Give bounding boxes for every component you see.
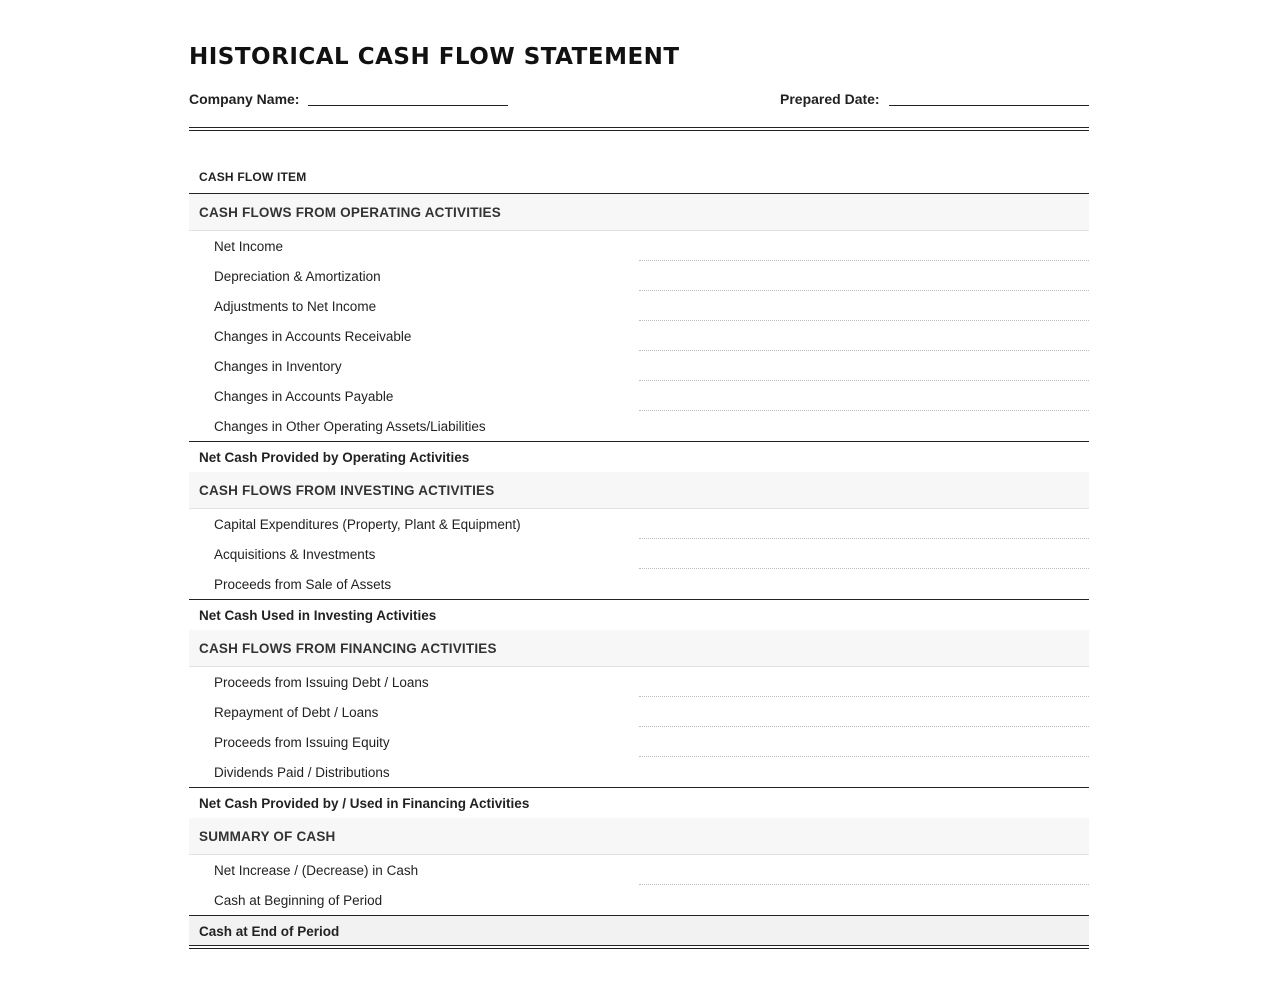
total-label: Net Cash Used in Investing Activities <box>199 607 437 623</box>
total-label: Net Cash Provided by / Used in Financing Activities <box>199 795 530 811</box>
table-row <box>189 261 1089 291</box>
section-title: CASH FLOWS FROM INVESTING ACTIVITIES <box>199 482 495 498</box>
total-amount-cell[interactable] <box>639 788 1089 818</box>
row-label: Net Income <box>214 238 284 254</box>
amount-cell[interactable] <box>639 321 1089 351</box>
column-header-item: CASH FLOW ITEM <box>189 160 639 194</box>
page-title: HISTORICAL CASH FLOW STATEMENT <box>189 44 680 70</box>
grand-total-amount-cell[interactable] <box>639 916 1089 946</box>
table-row <box>189 569 1089 599</box>
row-label: Adjustments to Net Income <box>214 298 377 314</box>
column-header-amount <box>639 160 1089 194</box>
total-row-operating <box>189 441 1089 472</box>
total-row-investing <box>189 599 1089 630</box>
cash-flow-table <box>189 160 1089 946</box>
row-label: Changes in Accounts Payable <box>214 388 394 404</box>
row-label: Cash at Beginning of Period <box>214 892 383 908</box>
company-name-input-line[interactable] <box>308 91 508 106</box>
table-row <box>189 539 1089 569</box>
prepared-date-label: Prepared Date: <box>780 91 880 107</box>
amount-cell[interactable] <box>639 667 1089 697</box>
row-label: Proceeds from Issuing Equity <box>214 734 390 750</box>
table-row <box>189 381 1089 411</box>
amount-cell[interactable] <box>639 727 1089 757</box>
amount-cell[interactable] <box>639 885 1089 915</box>
row-label: Net Increase / (Decrease) in Cash <box>214 862 419 878</box>
row-label: Changes in Other Operating Assets/Liabilities <box>214 418 486 434</box>
table-row <box>189 757 1089 787</box>
table-row <box>189 351 1089 381</box>
table-row <box>189 855 1089 885</box>
section-investing <box>189 472 1089 509</box>
section-operating <box>189 194 1089 231</box>
amount-cell[interactable] <box>639 261 1089 291</box>
table-row <box>189 697 1089 727</box>
header-divider <box>189 127 1089 131</box>
amount-cell[interactable] <box>639 757 1089 787</box>
row-label: Changes in Accounts Receivable <box>214 328 412 344</box>
amount-cell[interactable] <box>639 569 1089 599</box>
table-header-row <box>189 160 1089 194</box>
amount-cell[interactable] <box>639 351 1089 381</box>
table-row <box>189 885 1089 915</box>
company-name-field <box>189 91 508 107</box>
amount-cell[interactable] <box>639 231 1089 261</box>
footer-divider <box>189 945 1089 949</box>
section-title: CASH FLOWS FROM OPERATING ACTIVITIES <box>199 204 501 220</box>
row-label: Depreciation & Amortization <box>214 268 381 284</box>
table-row <box>189 291 1089 321</box>
grand-total-row <box>189 915 1089 946</box>
row-label: Capital Expenditures (Property, Plant & Equipment) <box>214 516 521 532</box>
section-financing <box>189 630 1089 667</box>
table-row <box>189 509 1089 539</box>
prepared-date-input-line[interactable] <box>889 91 1089 106</box>
row-label: Acquisitions & Investments <box>214 546 376 562</box>
amount-cell[interactable] <box>639 381 1089 411</box>
section-title: CASH FLOWS FROM FINANCING ACTIVITIES <box>199 640 497 656</box>
amount-cell[interactable] <box>639 697 1089 727</box>
total-amount-cell[interactable] <box>639 600 1089 630</box>
row-label: Changes in Inventory <box>214 358 342 374</box>
amount-cell[interactable] <box>639 539 1089 569</box>
table-row <box>189 667 1089 697</box>
amount-cell[interactable] <box>639 509 1089 539</box>
table-row <box>189 321 1089 351</box>
company-name-label: Company Name: <box>189 91 300 107</box>
row-label: Repayment of Debt / Loans <box>214 704 379 720</box>
amount-cell[interactable] <box>639 291 1089 321</box>
total-label: Net Cash Provided by Operating Activities <box>199 449 470 465</box>
prepared-date-field <box>780 91 1089 107</box>
table-row <box>189 727 1089 757</box>
section-summary <box>189 818 1089 855</box>
meta-fields <box>189 86 1089 116</box>
amount-cell[interactable] <box>639 855 1089 885</box>
total-amount-cell[interactable] <box>639 442 1089 472</box>
grand-total-label: Cash at End of Period <box>199 923 340 939</box>
table-row <box>189 231 1089 261</box>
row-label: Proceeds from Sale of Assets <box>214 576 392 592</box>
row-label: Proceeds from Issuing Debt / Loans <box>214 674 429 690</box>
statement-header <box>189 42 1089 116</box>
total-row-financing <box>189 787 1089 818</box>
section-title: SUMMARY OF CASH <box>199 828 336 844</box>
row-label: Dividends Paid / Distributions <box>214 764 390 780</box>
amount-cell[interactable] <box>639 411 1089 441</box>
table-row <box>189 411 1089 441</box>
